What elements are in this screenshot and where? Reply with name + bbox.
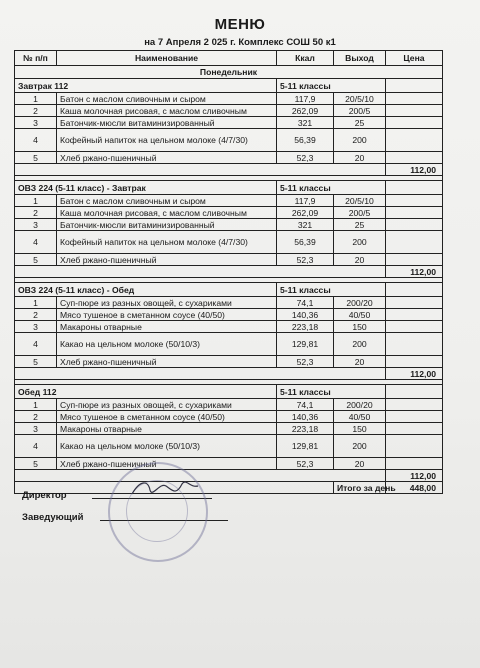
total-spacer <box>15 368 386 380</box>
item-number: 4 <box>15 231 57 254</box>
item-kcal: 321 <box>277 117 334 129</box>
item-kcal: 117,9 <box>277 93 334 105</box>
table-row <box>15 333 443 356</box>
item-yield: 150 <box>334 423 386 435</box>
table-row <box>15 356 443 368</box>
section-price-cell <box>386 283 443 297</box>
item-number: 2 <box>15 411 57 423</box>
table-row <box>15 254 443 266</box>
item-number: 3 <box>15 423 57 435</box>
section-name: Обед 112 <box>15 385 277 399</box>
item-kcal: 52,3 <box>277 356 334 368</box>
item-yield: 150 <box>334 321 386 333</box>
section-group: 5-11 классы <box>277 181 386 195</box>
item-name: Батончик-мюсли витаминизированный <box>57 117 277 129</box>
item-name: Мясо тушеное в сметанном соусе (40/50) <box>57 309 277 321</box>
table-row <box>15 435 443 458</box>
item-yield: 200 <box>334 129 386 152</box>
table-row <box>15 297 443 309</box>
item-kcal: 117,9 <box>277 195 334 207</box>
item-yield: 25 <box>334 219 386 231</box>
item-price-cell <box>386 254 443 266</box>
item-kcal: 52,3 <box>277 458 334 470</box>
item-yield: 200/20 <box>334 399 386 411</box>
item-yield: 200 <box>334 435 386 458</box>
page-subtitle: на 7 Апреля 2 025 г. Комплекс СОШ 50 к1 <box>144 37 336 48</box>
director-label: Директор <box>22 490 67 501</box>
item-number: 3 <box>15 321 57 333</box>
item-name: Кофейный напиток на цельном молоке (4/7/30) <box>57 231 277 254</box>
item-price-cell <box>386 297 443 309</box>
item-name: Суп-пюре из разных овощей, с сухариками <box>57 399 277 411</box>
section-header-row <box>15 181 443 195</box>
total-spacer <box>15 164 386 176</box>
item-kcal: 129,81 <box>277 435 334 458</box>
section-total-row <box>15 470 443 482</box>
item-yield: 25 <box>334 117 386 129</box>
item-name: Хлеб ржано-пшеничный <box>57 152 277 164</box>
item-kcal: 52,3 <box>277 254 334 266</box>
table-row <box>15 207 443 219</box>
item-number: 5 <box>15 152 57 164</box>
column-header: Ккал <box>277 51 334 66</box>
item-price-cell <box>386 207 443 219</box>
day-label: Понедельник <box>15 66 443 79</box>
manager-label: Заведующий <box>22 512 84 523</box>
grand-total-label: Итого за день <box>334 482 386 494</box>
section-total: 112,00 <box>386 164 443 176</box>
item-yield: 20/5/10 <box>334 93 386 105</box>
table-row <box>15 93 443 105</box>
item-number: 3 <box>15 219 57 231</box>
item-price-cell <box>386 93 443 105</box>
item-number: 5 <box>15 254 57 266</box>
item-name: Какао на цельном молоке (50/10/3) <box>57 333 277 356</box>
item-number: 1 <box>15 93 57 105</box>
item-kcal: 129,81 <box>277 333 334 356</box>
item-kcal: 74,1 <box>277 399 334 411</box>
table-row <box>15 152 443 164</box>
item-yield: 200 <box>334 231 386 254</box>
item-name: Какао на цельном молоке (50/10/3) <box>57 435 277 458</box>
item-price-cell <box>386 117 443 129</box>
item-kcal: 56,39 <box>277 231 334 254</box>
item-price-cell <box>386 309 443 321</box>
item-kcal: 223,18 <box>277 423 334 435</box>
item-yield: 20/5/10 <box>334 195 386 207</box>
section-total: 112,00 <box>386 368 443 380</box>
table-row <box>15 117 443 129</box>
section-header-row <box>15 79 443 93</box>
item-number: 3 <box>15 117 57 129</box>
item-yield: 20 <box>334 458 386 470</box>
table-row <box>15 105 443 117</box>
item-name: Каша молочная рисовая, с маслом сливочным <box>57 207 277 219</box>
total-spacer <box>15 266 386 278</box>
item-kcal: 140,36 <box>277 309 334 321</box>
table-row <box>15 219 443 231</box>
grand-total: 448,00 <box>386 482 443 494</box>
item-yield: 20 <box>334 356 386 368</box>
item-yield: 40/50 <box>334 309 386 321</box>
item-price-cell <box>386 231 443 254</box>
section-name: ОВЗ 224 (5-11 класс) - Завтрак <box>15 181 277 195</box>
item-price-cell <box>386 458 443 470</box>
table-row <box>15 458 443 470</box>
item-number: 2 <box>15 207 57 219</box>
item-number: 2 <box>15 309 57 321</box>
handwritten-signature <box>130 476 200 502</box>
item-number: 1 <box>15 297 57 309</box>
item-kcal: 223,18 <box>277 321 334 333</box>
item-number: 5 <box>15 458 57 470</box>
item-name: Батон с маслом сливочным и сыром <box>57 93 277 105</box>
table-row <box>15 129 443 152</box>
column-header: Цена <box>386 51 443 66</box>
item-price-cell <box>386 399 443 411</box>
item-yield: 40/50 <box>334 411 386 423</box>
item-price-cell <box>386 321 443 333</box>
item-price-cell <box>386 356 443 368</box>
table-row <box>15 399 443 411</box>
item-yield: 20 <box>334 254 386 266</box>
section-total-row <box>15 368 443 380</box>
item-kcal: 52,3 <box>277 152 334 164</box>
item-number: 1 <box>15 195 57 207</box>
section-total: 112,00 <box>386 266 443 278</box>
item-number: 4 <box>15 129 57 152</box>
menu-table <box>14 50 443 494</box>
item-name: Хлеб ржано-пшеничный <box>57 458 277 470</box>
column-header: Выход <box>334 51 386 66</box>
item-kcal: 262,09 <box>277 207 334 219</box>
table-row <box>15 195 443 207</box>
item-number: 5 <box>15 356 57 368</box>
section-total-row <box>15 266 443 278</box>
section-name: ОВЗ 224 (5-11 класс) - Обед <box>15 283 277 297</box>
item-name: Кофейный напиток на цельном молоке (4/7/30) <box>57 129 277 152</box>
item-yield: 200/5 <box>334 105 386 117</box>
item-name: Мясо тушеное в сметанном соусе (40/50) <box>57 411 277 423</box>
item-kcal: 262,09 <box>277 105 334 117</box>
item-price-cell <box>386 105 443 117</box>
item-price-cell <box>386 333 443 356</box>
item-number: 1 <box>15 399 57 411</box>
item-yield: 200/20 <box>334 297 386 309</box>
section-total: 112,00 <box>386 470 443 482</box>
item-name: Макароны отварные <box>57 321 277 333</box>
section-price-cell <box>386 385 443 399</box>
table-row <box>15 423 443 435</box>
section-price-cell <box>386 79 443 93</box>
item-name: Батончик-мюсли витаминизированный <box>57 219 277 231</box>
section-header-row <box>15 385 443 399</box>
section-group: 5-11 классы <box>277 79 386 93</box>
item-price-cell <box>386 129 443 152</box>
table-row <box>15 231 443 254</box>
item-name: Хлеб ржано-пшеничный <box>57 254 277 266</box>
item-name: Хлеб ржано-пшеничный <box>57 356 277 368</box>
item-price-cell <box>386 411 443 423</box>
item-number: 4 <box>15 333 57 356</box>
item-kcal: 74,1 <box>277 297 334 309</box>
item-name: Каша молочная рисовая, с маслом сливочным <box>57 105 277 117</box>
section-name: Завтрак 112 <box>15 79 277 93</box>
column-header: Наименование <box>57 51 277 66</box>
item-kcal: 56,39 <box>277 129 334 152</box>
item-name: Макароны отварные <box>57 423 277 435</box>
total-spacer <box>15 470 386 482</box>
item-number: 4 <box>15 435 57 458</box>
table-row <box>15 411 443 423</box>
item-yield: 20 <box>334 152 386 164</box>
table-row <box>15 309 443 321</box>
column-header: № п/п <box>15 51 57 66</box>
item-price-cell <box>386 152 443 164</box>
grand-total-row <box>15 482 443 494</box>
item-kcal: 140,36 <box>277 411 334 423</box>
page-title: МЕНЮ <box>214 16 266 33</box>
item-kcal: 321 <box>277 219 334 231</box>
section-header-row <box>15 283 443 297</box>
section-group: 5-11 классы <box>277 385 386 399</box>
item-yield: 200/5 <box>334 207 386 219</box>
item-name: Батон с маслом сливочным и сыром <box>57 195 277 207</box>
item-price-cell <box>386 435 443 458</box>
item-price-cell <box>386 219 443 231</box>
table-header-row <box>15 51 443 66</box>
item-price-cell <box>386 195 443 207</box>
table-row <box>15 321 443 333</box>
day-row <box>15 66 443 79</box>
item-name: Суп-пюре из разных овощей, с сухариками <box>57 297 277 309</box>
section-total-row <box>15 164 443 176</box>
section-group: 5-11 классы <box>277 283 386 297</box>
item-number: 2 <box>15 105 57 117</box>
item-price-cell <box>386 423 443 435</box>
item-yield: 200 <box>334 333 386 356</box>
section-price-cell <box>386 181 443 195</box>
